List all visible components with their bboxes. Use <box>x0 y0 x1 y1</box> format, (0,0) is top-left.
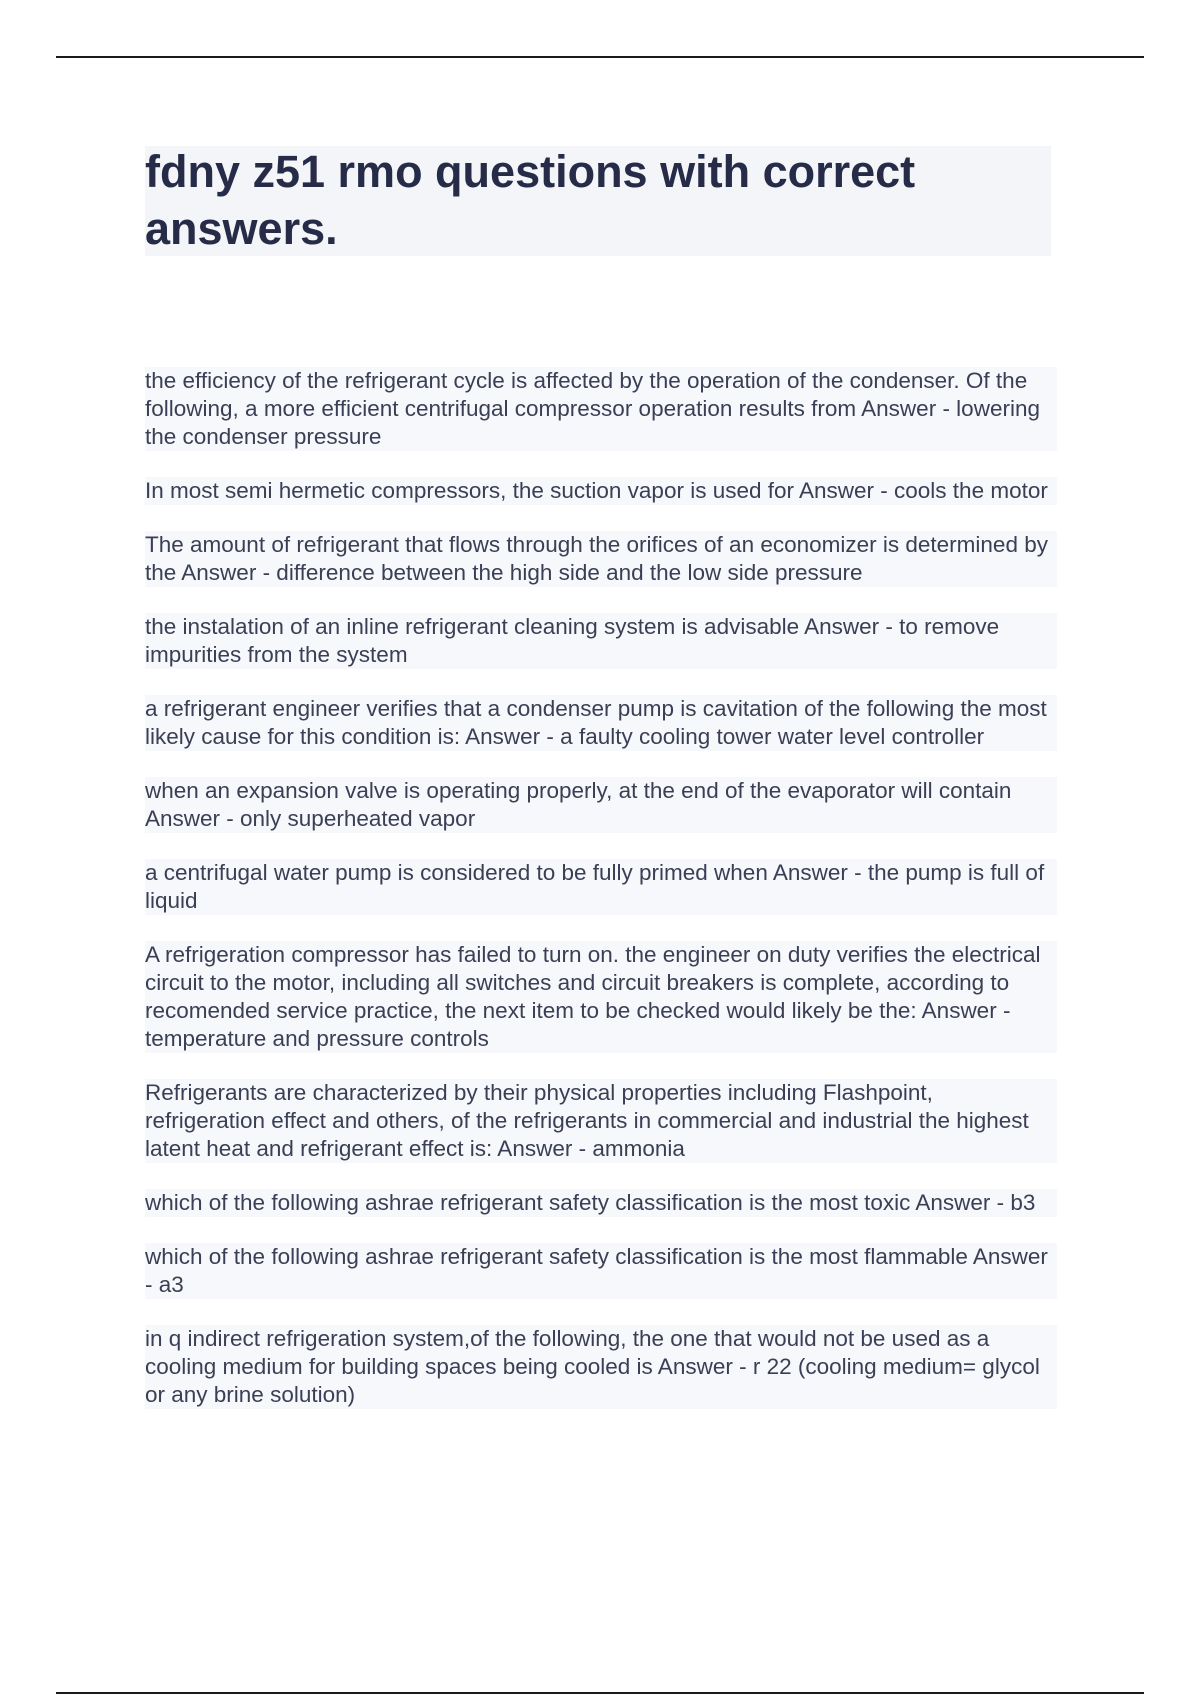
qa-item-4 <box>145 613 1057 669</box>
qa-text: In most semi hermetic compressors, the suction vapor is used for Answer - cools the motor <box>145 477 1057 505</box>
qa-text: in q indirect refrigeration system,of the following, the one that would not be used as a cooling medium for building spaces being cooled is Answer - r 22 (cooling medium= glycol or any brine solution) <box>145 1325 1057 1409</box>
qa-item-12 <box>145 1325 1057 1409</box>
qa-list <box>145 367 1057 1435</box>
qa-text: A refrigeration compressor has failed to turn on. the engineer on duty verifies the electrical circuit to the motor, including all switches and circuit breakers is complete, according to recomended service practice, the next item to be checked would likely be the: Answer - temperature and pressure controls <box>145 941 1057 1053</box>
qa-text: Refrigerants are characterized by their physical properties including Flashpoint, refrigeration effect and others, of the refrigerants in commercial and industrial the highest latent heat and refrigerant effect is: Answer - ammonia <box>145 1079 1057 1163</box>
qa-item-10 <box>145 1189 1057 1217</box>
bottom-rule <box>56 1692 1144 1694</box>
qa-item-5 <box>145 695 1057 751</box>
qa-item-8 <box>145 941 1057 1053</box>
qa-item-2 <box>145 477 1057 505</box>
qa-item-6 <box>145 777 1057 833</box>
qa-text: which of the following ashrae refrigerant safety classification is the most flammable Answer - a3 <box>145 1243 1057 1299</box>
qa-item-9 <box>145 1079 1057 1163</box>
qa-text: a centrifugal water pump is considered to be fully primed when Answer - the pump is full of liquid <box>145 859 1057 915</box>
qa-item-3 <box>145 531 1057 587</box>
qa-text: a refrigerant engineer verifies that a condenser pump is cavitation of the following the most likely cause for this condition is: Answer - a faulty cooling tower water level controller <box>145 695 1057 751</box>
qa-item-1 <box>145 367 1057 451</box>
qa-item-11 <box>145 1243 1057 1299</box>
qa-text: the efficiency of the refrigerant cycle is affected by the operation of the condenser. Of the following, a more efficient centrifugal compressor operation results from Answer - lowering the condenser pressure <box>145 367 1057 451</box>
page-title: fdny z51 rmo questions with correct answers. <box>145 146 916 254</box>
qa-text: The amount of refrigerant that flows through the orifices of an economizer is determined by the Answer - difference between the high side and the low side pressure <box>145 531 1057 587</box>
top-rule <box>56 56 1144 58</box>
qa-item-7 <box>145 859 1057 915</box>
qa-text: the instalation of an inline refrigerant cleaning system is advisable Answer - to remove impurities from the system <box>145 613 1057 669</box>
qa-text: when an expansion valve is operating properly, at the end of the evaporator will contain Answer - only superheated vapor <box>145 777 1057 833</box>
qa-text: which of the following ashrae refrigerant safety classification is the most toxic Answer - b3 <box>145 1189 1057 1217</box>
